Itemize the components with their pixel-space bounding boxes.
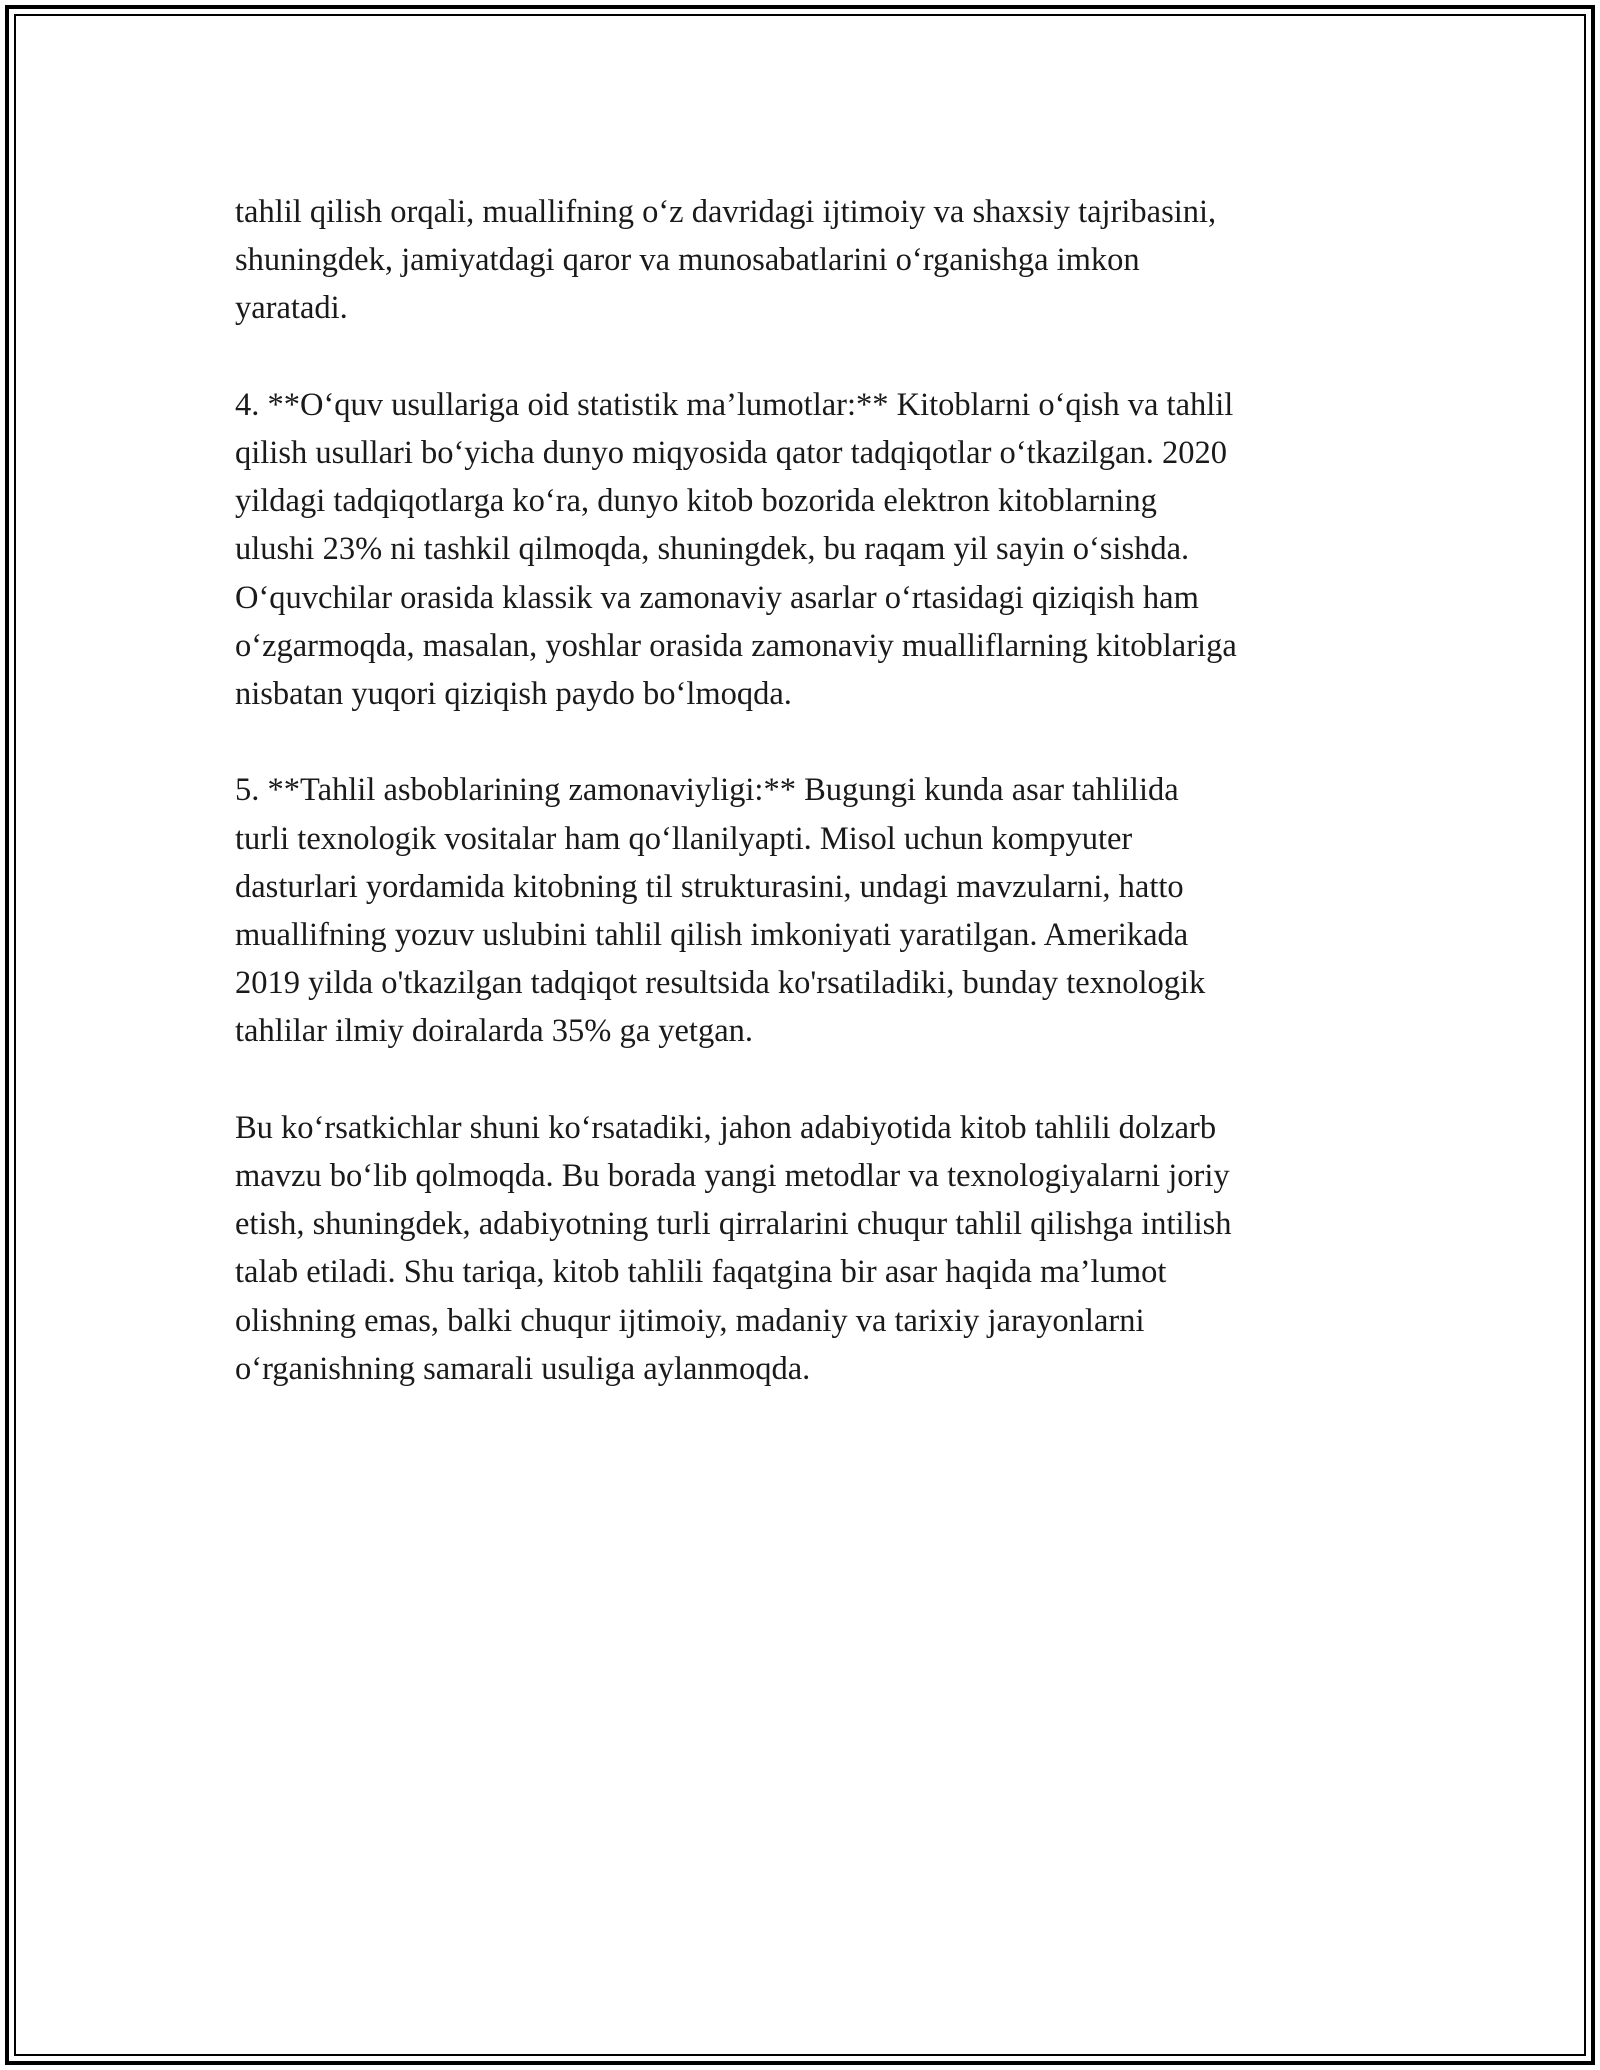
paragraph-intro-continuation: tahlil qilish orqali, muallifning o‘z davridagi ijtimoiy va shaxsiy tajribasini, shuningdek, jamiyatdagi qaror va munosabatlarini o‘rganishga imkon yaratadi.: [235, 194, 1217, 327]
paragraph-analysis-tools: 5. **Tahlil asboblarining zamonaviyligi:** Bugungi kunda asar tahlilida turli texnologik vositalar ham qo‘llanilyapti. Misol uchun kompyuter dasturlari yordamida kitobning til strukturasini, undagi mavzularni, hatto muallifning yozuv uslubini tahlil qilish imkoniyati yaratilgan. Amerikada 2019 yilda o'tkazilgan tadqiqot resultsida ko'rsatiladiki, bunday texnologik tahlilar ilmiy doiralarda 35% ga yetgan.: [235, 772, 1206, 1050]
paragraph-conclusion: Bu ko‘rsatkichlar shuni ko‘rsatadiki, jahon adabiyotida kitob tahlili dolzarb mavzu bo‘lib qolmoqda. Bu borada yangi metodlar va texnologiyalarni joriy etish, shuningdek, adabiyotning turli qirralarini chuqur tahlil qilishga intilish talab etiladi. Shu tariqa, kitob tahlili faqatgina bir asar haqida ma’lumot olishning emas, balki chuqur ijtimoiy, madaniy va tarixiy jarayonlarni o‘rganishning samarali usuliga aylanmoqda.: [235, 1109, 1232, 1387]
document-body: [235, 188, 1370, 1441]
paragraph-reading-statistics: 4. **O‘quv usullariga oid statistik ma’lumotlar:** Kitoblarni o‘qish va tahlil qilish usullari bo‘yicha dunyo miqyosida qator tadqiqotlar o‘tkazilgan. 2020 yildagi tadqiqotlarga ko‘ra, dunyo kitob bozorida elektron kitoblarning ulushi 23% ni tashkil qilmoqda, shuningdek, bu raqam yil sayin o‘sishda. O‘quvchilar orasida klassik va zamonaviy asarlar o‘rtasidagi qiziqish ham o‘zgarmoqda, masalan, yoshlar orasida zamonaviy mualliflarning kitoblariga nisbatan yuqori qiziqish paydo bo‘lmoqda.: [235, 386, 1237, 713]
